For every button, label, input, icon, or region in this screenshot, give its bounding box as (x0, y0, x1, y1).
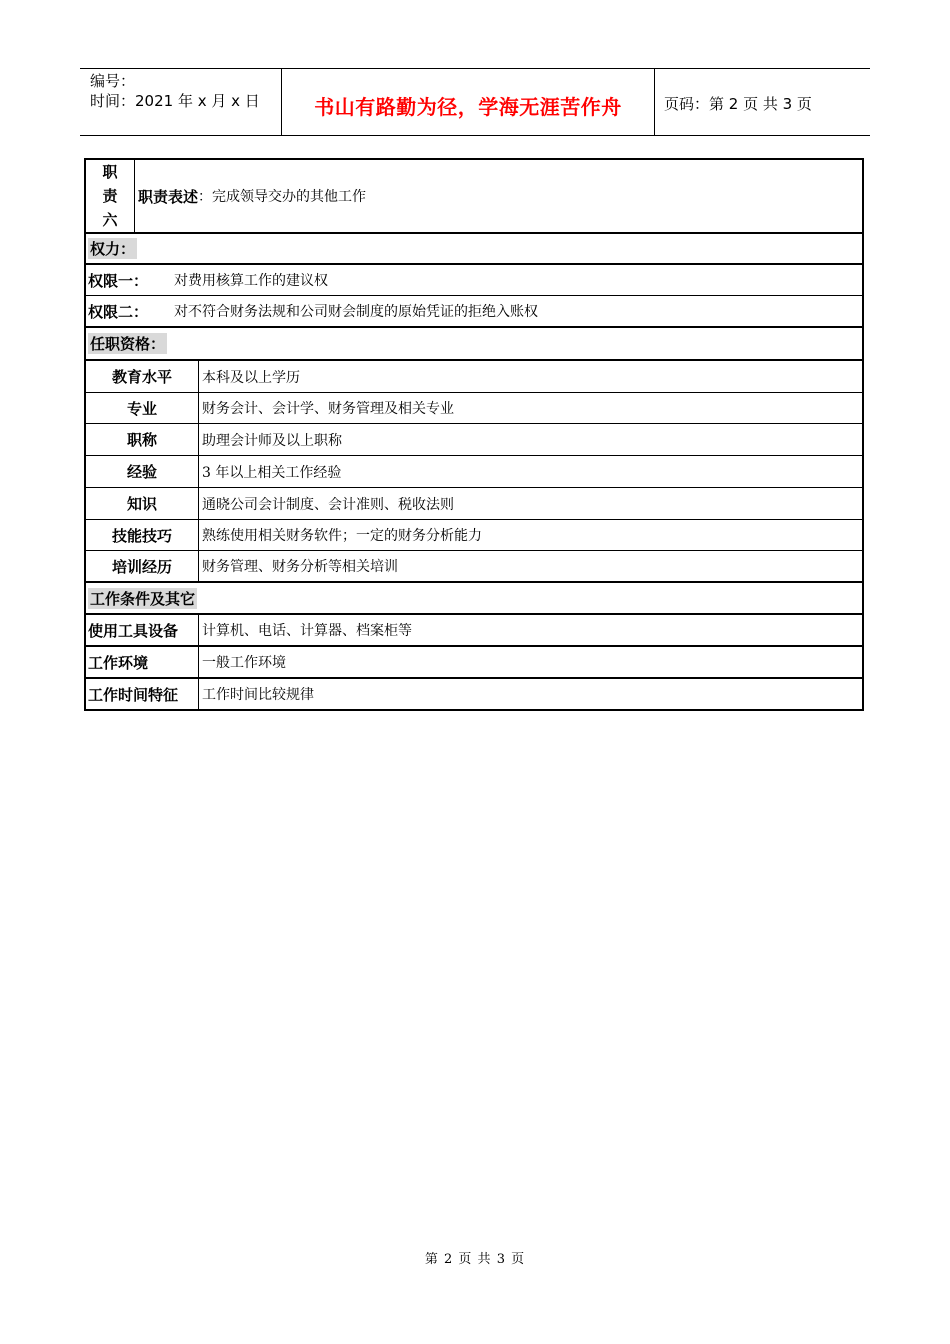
column-divider (198, 424, 199, 455)
qualification-label: 培训经历 (111, 557, 172, 576)
duty-six-label-char: 责 (102, 187, 118, 205)
authority-title: 权力： (90, 240, 136, 258)
qualification-value: 3 年以上相关工作经验 (202, 464, 342, 481)
condition-value: 工作时间比较规律 (202, 687, 314, 703)
qualification-row (86, 551, 862, 583)
authority-item (88, 265, 328, 295)
duty-six-description (138, 160, 862, 232)
condition-row (86, 615, 862, 647)
qualification-row (86, 488, 862, 520)
authority-row (86, 265, 862, 296)
qualifications-title-cell (88, 328, 167, 359)
qualifications-title: 任职资格： (90, 335, 166, 353)
column-divider (198, 615, 199, 645)
authority-item-text: 对费用核算工作的建议权 (174, 273, 328, 289)
authority-item-label: 权限二： (88, 302, 149, 321)
duty-description-text: 完成领导交办的其他工作 (212, 189, 367, 205)
column-divider (198, 520, 199, 550)
qualification-value: 助理会计师及以上职称 (202, 432, 342, 449)
document-number-label: 编号： (90, 72, 136, 90)
header-meta (90, 71, 260, 111)
duty-six-label-char: 职 (102, 163, 118, 181)
qualification-row (86, 361, 862, 393)
authority-title-cell (88, 234, 137, 263)
qualification-label: 经验 (126, 463, 157, 481)
conditions-title-cell (88, 583, 197, 613)
duty-description-label: 职责表述 (138, 187, 199, 206)
duty-six-label-char: 六 (102, 211, 118, 229)
qualification-row (86, 520, 862, 551)
page-footer: 第 2 页 共 3 页 (424, 1252, 526, 1267)
qualifications-section-header (86, 328, 862, 361)
condition-value: 计算机、电话、计算器、档案柜等 (202, 623, 412, 639)
condition-row (86, 647, 862, 679)
job-description-table (84, 158, 864, 711)
qualification-value: 熟练使用相关财务软件；一定的财务分析能力 (202, 528, 482, 544)
column-divider (198, 393, 199, 423)
duty-description-colon: ： (198, 189, 213, 205)
header-page-number: 页码：第 2 页 共 3 页 (664, 95, 812, 113)
duty-six-row (86, 160, 862, 233)
column-divider (198, 679, 199, 709)
column-divider (198, 456, 199, 487)
qualification-label: 知识 (126, 495, 157, 513)
authority-row (86, 296, 862, 328)
authority-item-label: 权限一： (88, 271, 149, 290)
qualification-value: 财务会计、会计学、财务管理及相关专业 (202, 401, 454, 417)
conditions-section-header (86, 583, 862, 615)
qualification-value: 财务管理、财务分析等相关培训 (202, 559, 398, 575)
header-divider (654, 69, 655, 135)
qualification-label: 专业 (126, 399, 157, 418)
qualification-value: 通晓公司会计制度、会计准则、税收法则 (202, 496, 454, 513)
column-divider (134, 160, 135, 232)
column-divider (198, 361, 199, 392)
qualification-row (86, 424, 862, 456)
authority-item-text: 对不符合财务法规和公司财会制度的原始凭证的拒绝入账权 (174, 304, 538, 320)
column-divider (198, 488, 199, 519)
page-header (80, 68, 870, 136)
duty-six-label (86, 160, 134, 232)
column-divider (198, 551, 199, 581)
authority-item (88, 296, 538, 326)
qualification-label: 职称 (126, 431, 157, 449)
column-divider (198, 647, 199, 677)
conditions-title: 工作条件及其它 (90, 589, 196, 608)
qualification-value: 本科及以上学历 (202, 369, 300, 386)
qualification-row (86, 456, 862, 488)
qualification-label: 技能技巧 (111, 526, 172, 545)
condition-label: 使用工具设备 (88, 621, 179, 640)
authority-section-header (86, 233, 862, 265)
condition-row (86, 679, 862, 709)
header-motto: 书山有路勤为径，学海无涯苦作舟 (314, 95, 622, 119)
condition-value: 一般工作环境 (202, 655, 286, 671)
condition-label: 工作时间特征 (88, 685, 179, 704)
qualification-label: 教育水平 (111, 368, 172, 386)
qualification-row (86, 393, 862, 424)
document-date: 时间：2021 年 x 月 x 日 (90, 92, 260, 110)
condition-label: 工作环境 (88, 653, 149, 672)
